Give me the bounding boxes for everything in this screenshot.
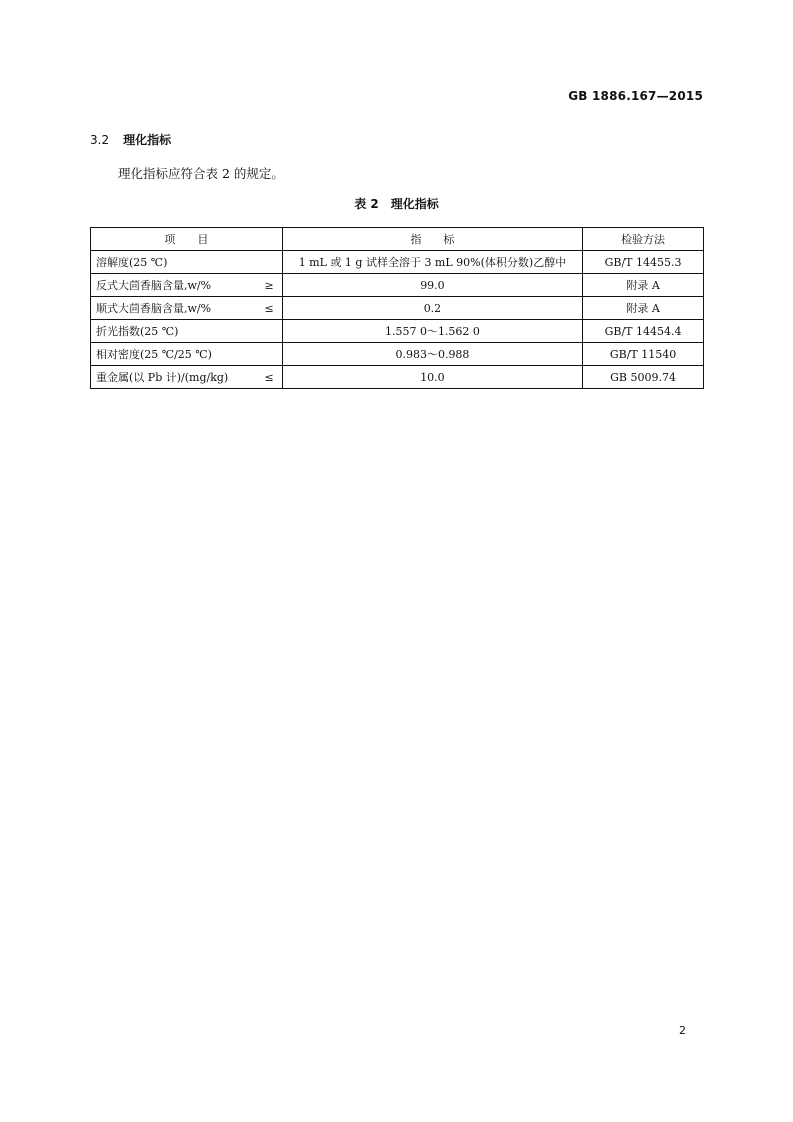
item-symbol: ≤ [264,370,274,384]
cell-spec: 10.0 [282,366,582,389]
column-header-method: 检验方法 [583,228,704,251]
item-label: 重金属(以 Pb 计)/(mg/kg) [96,371,229,384]
cell-method: 附录 A [583,297,704,320]
cell-item [91,251,283,274]
cell-method: GB 5009.74 [583,366,704,389]
table-row [91,251,704,274]
cell-item [91,320,283,343]
cell-item [91,343,283,366]
table-row [91,343,704,366]
item-symbol: ≤ [264,301,274,315]
section-number: 3.2 [90,133,110,147]
column-header-spec: 指 标 [282,228,582,251]
item-symbol: ≥ [264,278,274,292]
cell-spec: 1 mL 或 1 g 试样全溶于 3 mL 90%(体积分数)乙醇中 [282,251,582,274]
section-heading [90,131,171,148]
section-title: 理化指标 [123,133,172,147]
cell-method: GB/T 11540 [583,343,704,366]
cell-method: GB/T 14454.4 [583,320,704,343]
document-code: GB 1886.167—2015 [568,89,703,103]
cell-spec: 0.2 [282,297,582,320]
table-row [91,274,704,297]
item-label: 折光指数(25 ℃) [96,325,179,338]
cell-spec: 0.983～0.988 [282,343,582,366]
table-row [91,320,704,343]
table-row [91,366,704,389]
cell-method: 附录 A [583,274,704,297]
body-paragraph: 理化指标应符合表 2 的规定。 [118,166,284,181]
cell-spec: 99.0 [282,274,582,297]
cell-item [91,297,283,320]
page-number: 2 [679,1024,686,1037]
column-header-item: 项 目 [91,228,283,251]
cell-spec: 1.557 0～1.562 0 [282,320,582,343]
item-label: 溶解度(25 ℃) [96,256,168,269]
item-label: 相对密度(25 ℃/25 ℃) [96,348,212,361]
table-row [91,297,704,320]
cell-method: GB/T 14455.3 [583,251,704,274]
cell-item [91,274,283,297]
table-header-row [91,228,704,251]
item-label: 反式大茴香脑含量,w/% [96,279,212,292]
item-label: 顺式大茴香脑含量,w/% [96,302,212,315]
cell-item [91,366,283,389]
spec-table [90,227,704,389]
table-caption: 表 2 理化指标 [354,197,439,211]
